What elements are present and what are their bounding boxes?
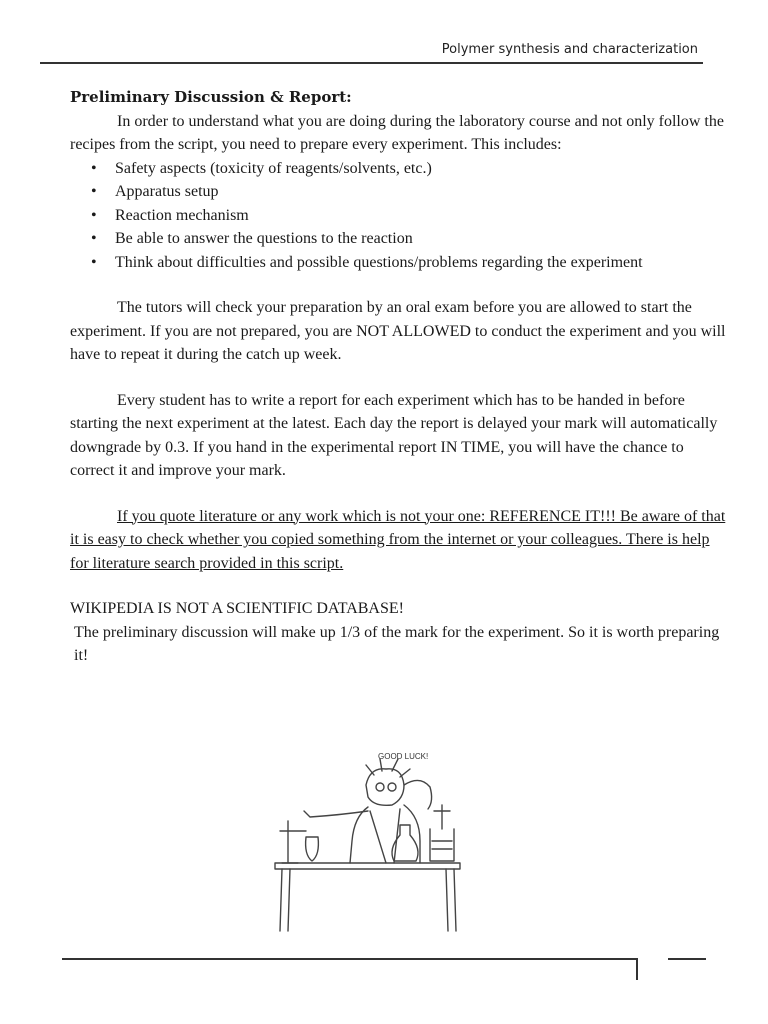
section-heading: Preliminary Discussion & Report: [70, 88, 352, 106]
report-paragraph: Every student has to write a report for each experiment which has to be handed in before starting the next experiment at the latest. Each day the report is delayed your mark will automatically downgrade by 0.3. If you hand in the experimental report IN TIME, you will have the chance to correct it and improve your mark. [70, 391, 718, 479]
list-item: • Apparatus setup [115, 180, 730, 204]
footer-rule [62, 958, 637, 960]
closing-paragraph: The preliminary discussion will make up 1/3 of the mark for the experiment. So it is worth preparing it! [74, 623, 720, 664]
running-header: Polymer synthesis and characterization [441, 42, 698, 57]
oral-exam-paragraph: The tutors will check your preparation by an oral exam before you are allowed to start the experiment. If you are not prepared, you are NOT ALLOWED to conduct the experiment and you will have to repeat it during the catch up week. [70, 299, 726, 363]
illustration-caption: GOOD LUCK! [378, 752, 429, 761]
intro-paragraph: In order to understand what you are doing during the laboratory course and not only follow the recipes from the script, you need to prepare every experiment. This includes: [70, 112, 724, 153]
list-item: • Reaction mechanism [115, 204, 730, 228]
scientist-drawing [275, 759, 460, 931]
header-rule [40, 62, 703, 64]
list-item: • Think about difficulties and possible questions/problems regarding the experiment [115, 251, 730, 275]
good-luck-illustration [270, 745, 470, 935]
footer-rule-right [668, 958, 706, 960]
reference-paragraph: If you quote literature or any work which is not your one: REFERENCE IT!!! Be aware of that it is easy to check whether you copied something from the internet or your colleagues. There is help for literature search provided in this script. [70, 507, 726, 572]
list-item: • Be able to answer the questions to the reaction [115, 227, 730, 251]
footer-tick [636, 958, 638, 980]
list-item: • Safety aspects (toxicity of reagents/solvents, etc.) [115, 157, 730, 181]
preparation-list [70, 157, 730, 275]
wikipedia-warning: WIKIPEDIA IS NOT A SCIENTIFIC DATABASE! [70, 600, 404, 617]
page-content [70, 86, 730, 668]
